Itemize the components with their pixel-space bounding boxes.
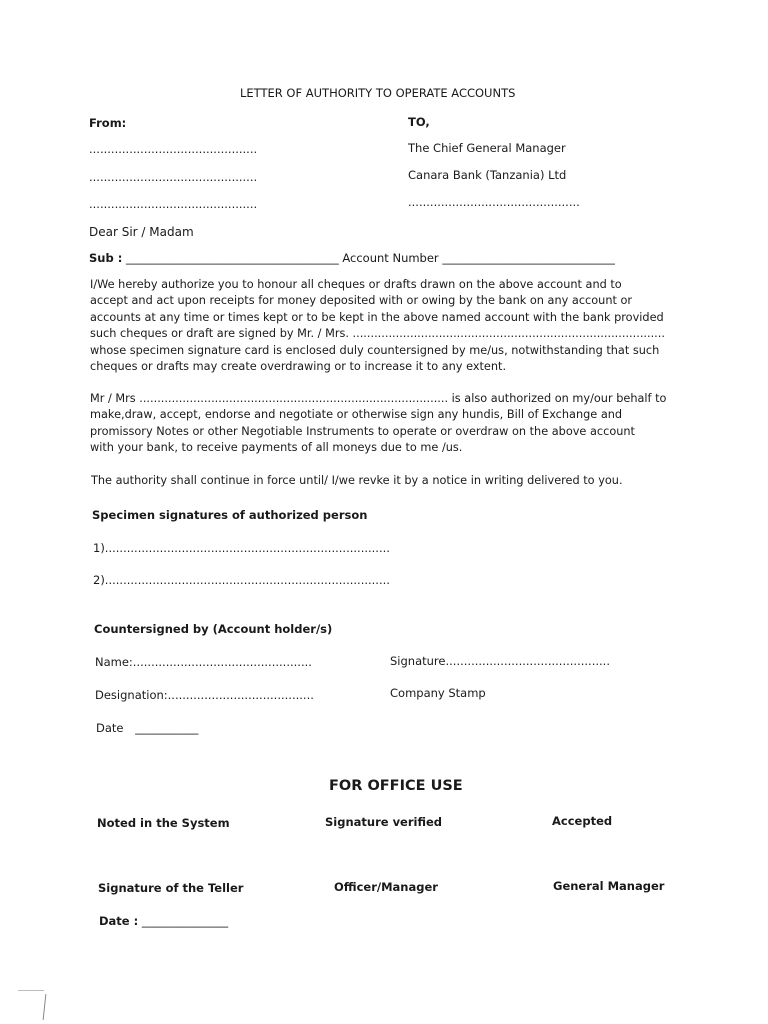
office-date-label: Date :	[99, 914, 139, 928]
authorization-paragraph: I/We hereby authorize you to honour all cheques or drafts drawn on the above account and to accept and act upon receipts for money deposited with or owing by the bank on any account or accounts at any time or times kept or to be kept in the above named account with the bank provided such cheques or draft are signed by Mr. / Mrs. ....................................................................................... whose specimen signature card is enclosed duly countersigned by me/us, notwithstanding that such cheques or drafts may create overdrawing or to increase it to any extent.	[90, 278, 665, 374]
date-blank: ___________	[135, 721, 199, 735]
subject-line	[89, 251, 615, 265]
signature-field: Signature.............................................	[390, 654, 610, 668]
to-address-line-1: The Chief General Manager	[408, 141, 566, 155]
authority-duration-text: The authority shall continue in force until/ I/we revke it by a notice in writing delivered to you.	[91, 474, 623, 487]
document-title: LETTER OF AUTHORITY TO OPERATE ACCOUNTS	[240, 86, 516, 100]
countersigned-heading: Countersigned by (Account holder/s)	[94, 622, 333, 636]
from-address-line-1: ..............................................	[89, 142, 258, 156]
salutation: Dear Sir / Madam	[89, 225, 194, 239]
from-address-line-2: ..............................................	[89, 170, 258, 184]
name-field: Name:.................................................	[95, 655, 312, 669]
office-date-field	[99, 914, 228, 928]
signature-verified-label: Signature verified	[325, 815, 443, 829]
from-label: From:	[89, 116, 127, 130]
specimen-signature-line-1: 1)..............................................................................	[93, 541, 390, 555]
specimen-signature-line-2: 2)..............................................................................	[93, 573, 390, 587]
officer-manager-label: Officer/Manager	[334, 880, 438, 894]
noted-in-system-label: Noted in the System	[97, 816, 230, 830]
to-address-line-2: Canara Bank (Tanzania) Ltd	[408, 168, 567, 182]
scan-artifact-line	[18, 990, 44, 991]
office-use-title: FOR OFFICE USE	[329, 778, 463, 794]
accepted-label: Accepted	[552, 814, 613, 828]
office-date-blank: _______________	[141, 914, 229, 928]
account-number-blank: ______________________________	[442, 251, 615, 265]
general-manager-label: General Manager	[553, 879, 665, 893]
to-address-line-3: ...............................................	[408, 195, 580, 209]
from-address-line-3: ..............................................	[89, 197, 258, 211]
scan-artifact-mark	[43, 994, 47, 1020]
subject-label: Sub :	[89, 251, 123, 265]
account-number-label: Account Number	[342, 251, 439, 265]
company-stamp-label: Company Stamp	[390, 686, 486, 700]
specimen-heading: Specimen signatures of authorized person	[92, 508, 368, 522]
subject-blank: _____________________________________	[125, 251, 339, 265]
to-label: TO,	[408, 115, 430, 129]
additional-authority-paragraph: Mr / Mrs ...................................................................................... is also authorized on my/our behalf to make,draw, accept, endorse and negotiate or otherwise sign any hundis, Bill of Exchange and promissory Notes or other Negotiable Instruments to operate or overdraw on the above account with your bank, to receive payments of all moneys due to me /us.	[90, 392, 667, 455]
designation-field: Designation:........................................	[95, 688, 314, 702]
teller-signature-label: Signature of the Teller	[98, 881, 244, 895]
date-label: Date	[96, 721, 124, 735]
date-field	[96, 721, 198, 735]
